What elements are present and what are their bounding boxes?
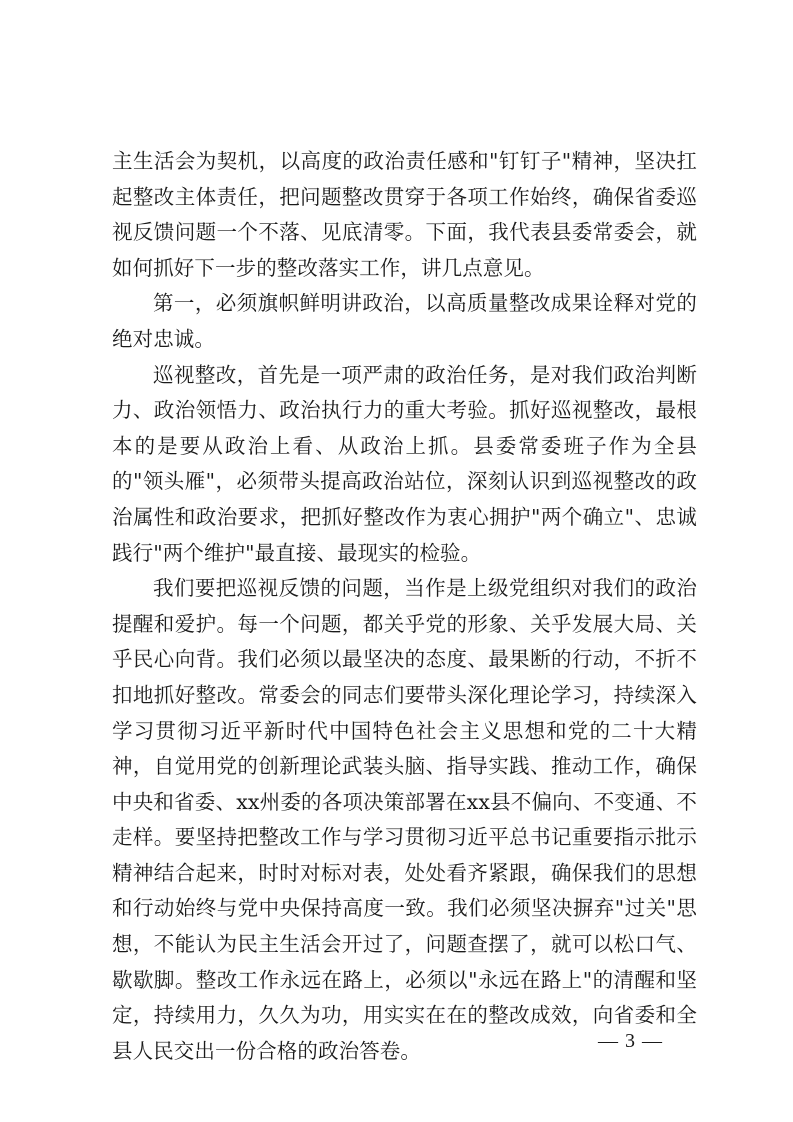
paragraph-political-task: 巡视整改，首先是一项严肃的政治任务，是对我们政治判断力、政治领悟力、政治执行力的重大考验。抓好巡视整改，最根本的是要从政治上看、从政治上抓。县委常委班子作为全县的"领头雁"，必须带头提高政治站位，深刻认识到巡视整改的政治属性和政治要求，把抓好整改作为衷心拥护"两个确立"、忠诚践行"两个维护"最直接、最现实的检验。 [112,362,697,565]
paragraph-intro: 主生活会为契机，以高度的政治责任感和"钉钉子"精神，坚决扛起整改主体责任，把问题整改贯穿于各项工作始终，确保省委巡视反馈问题一个不落、见底清零。下面，我代表县委常委会，就如何抓好下一步的整改落实工作，讲几点意见。 [112,149,697,280]
body-text [112,144,697,1069]
paragraph-heading-first-point: 第一，必须旗帜鲜明讲政治，以高质量整改成果诠释对党的绝对忠诚。 [112,291,697,351]
paragraph-rectification-commitment: 我们要把巡视反馈的问题，当作是上级党组织对我们的政治提醒和爱护。每一个问题，都关乎党的形象、关乎发展大局、关乎民心向背。我们必须以最坚决的态度、最果断的行动，不折不扣地抓好整改。常委会的同志们要带头深化理论学习，持续深入学习贯彻习近平新时代中国特色社会主义思想和党的二十大精神，自觉用党的创新理论武装头脑、指导实践、推动工作，确保中央和省委、xx州委的各项决策部署在xx县不偏向、不变通、不走样。要坚持把整改工作与学习贯彻习近平总书记重要指示批示精神结合起来，时时对标对表，处处看齐紧跟，确保我们的思想和行动始终与党中央保持高度一致。我们必须坚决摒弃"过关"思想，不能认为民主生活会开过了，问题查摆了，就可以松口气、歇歇脚。整改工作永远在路上，必须以"永远在路上"的清醒和坚定，持续用力，久久为功，用实实在在的整改成效，向省委和全县人民交出一份合格的政治答卷。 [112,576,697,1063]
page-number: — 3 — [598,1030,663,1052]
